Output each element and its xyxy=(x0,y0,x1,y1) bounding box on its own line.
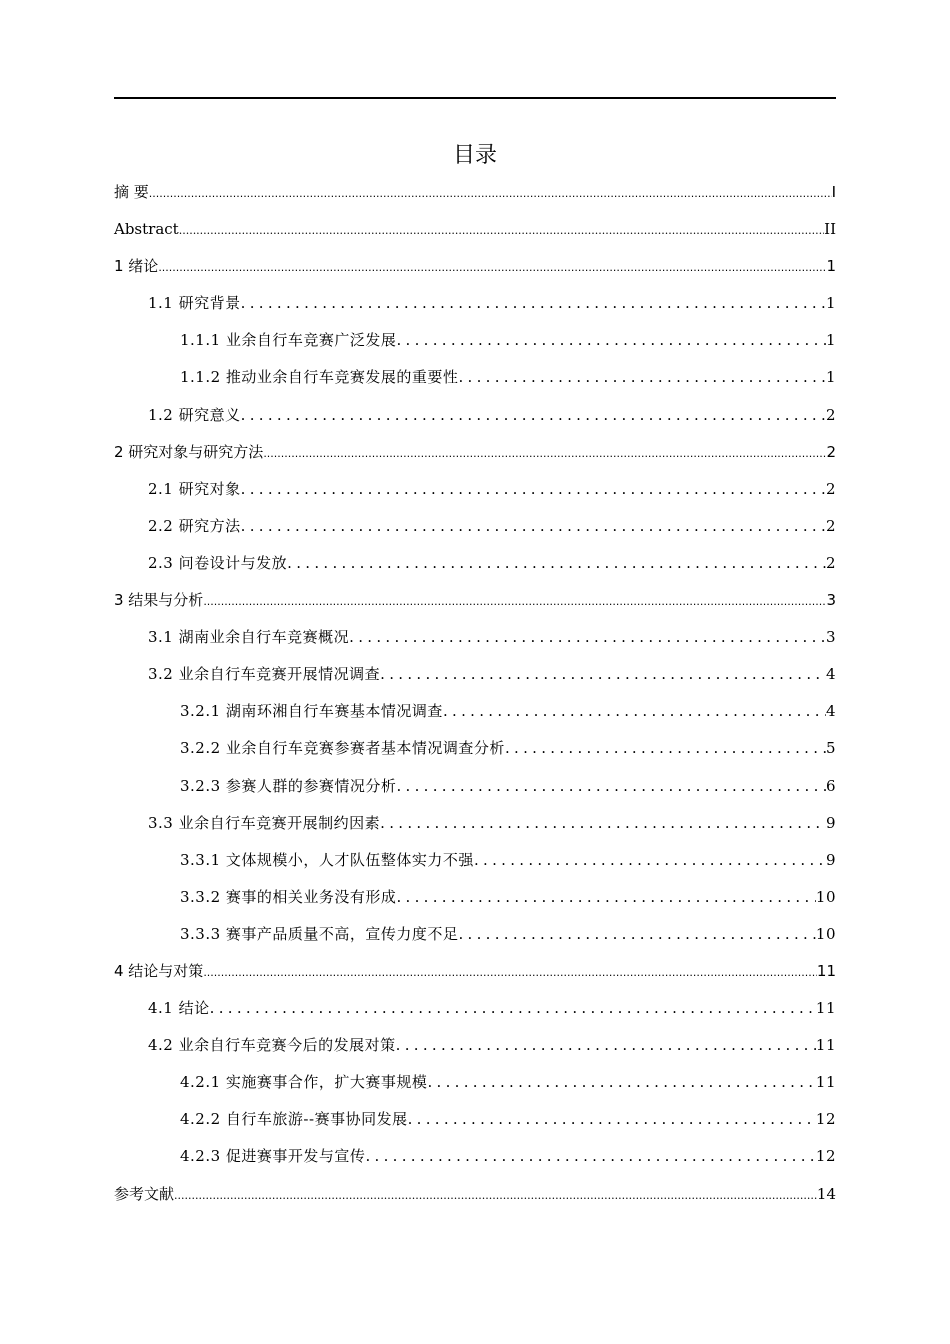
toc-entry-label: 摘 要 xyxy=(114,183,149,201)
toc-entry[interactable] xyxy=(114,1027,836,1064)
toc-entry[interactable] xyxy=(114,730,836,767)
toc-entry-label: 3.2.3 参赛人群的参赛情况分析 xyxy=(180,776,397,795)
toc-entry-page: 1 xyxy=(825,294,836,313)
toc-entry-page: 4 xyxy=(825,702,836,721)
toc-entry-label: 1.2 研究意义 xyxy=(148,405,241,424)
toc-entry-page: 10 xyxy=(815,924,836,943)
table-of-contents xyxy=(114,174,836,1213)
toc-leader-dots xyxy=(427,1064,815,1101)
toc-entry-page: 3 xyxy=(825,628,836,647)
header-rule xyxy=(114,97,836,99)
toc-entry[interactable] xyxy=(114,693,836,730)
toc-leader-dots xyxy=(380,805,826,842)
toc-entry-page: 1 xyxy=(825,368,836,387)
toc-entry[interactable] xyxy=(114,582,836,619)
toc-entry-page: 2 xyxy=(825,479,836,498)
toc-entry[interactable] xyxy=(114,916,836,953)
toc-entry[interactable] xyxy=(114,285,836,322)
toc-leader-dots xyxy=(241,397,826,434)
toc-entry-page: 2 xyxy=(826,442,836,461)
toc-entry-label: 4 结论与对策 xyxy=(114,961,204,980)
toc-leader-dots xyxy=(349,619,826,656)
toc-leader-dots xyxy=(241,508,826,545)
toc-leader-dots xyxy=(396,768,826,805)
toc-entry[interactable] xyxy=(114,805,836,842)
toc-leader-dots xyxy=(158,249,826,286)
toc-leader-dots xyxy=(408,1101,816,1138)
toc-entry-page: 3 xyxy=(826,591,836,610)
toc-entry-page: 11 xyxy=(816,961,836,980)
toc-leader-dots xyxy=(396,879,815,916)
toc-entry-label: 3.3.2 赛事的相关业务没有形成 xyxy=(180,887,397,906)
toc-entry-label: 1.1 研究背景 xyxy=(148,294,241,313)
toc-leader-dots xyxy=(287,545,826,582)
toc-leader-dots xyxy=(241,471,826,508)
toc-entry[interactable] xyxy=(114,508,836,545)
toc-entry-page: II xyxy=(824,220,836,239)
toc-entry[interactable] xyxy=(114,434,836,471)
toc-entry-page: 2 xyxy=(825,553,836,572)
toc-leader-dots xyxy=(380,656,826,693)
toc-entry-label: 4.2.1 实施赛事合作，扩大赛事规模 xyxy=(180,1073,428,1092)
toc-entry[interactable] xyxy=(114,842,836,879)
toc-entry[interactable] xyxy=(114,248,836,285)
toc-entry-label: 3.3 业余自行车竞赛开展制约因素 xyxy=(148,813,381,832)
toc-entry[interactable] xyxy=(114,322,836,359)
toc-entry[interactable] xyxy=(114,1064,836,1101)
toc-entry-page: I xyxy=(831,183,836,201)
toc-entry-page: 12 xyxy=(815,1110,836,1129)
toc-entry-page: 4 xyxy=(825,665,836,684)
toc-entry-page: 12 xyxy=(815,1147,836,1166)
toc-entry-label: 3 结果与分析 xyxy=(114,591,204,610)
toc-leader-dots xyxy=(443,693,826,730)
toc-leader-dots xyxy=(210,990,816,1027)
toc-entry-label: 1.1.2 推动业余自行车竞赛发展的重要性 xyxy=(180,368,459,387)
toc-entry-label: 2 研究对象与研究方法 xyxy=(114,442,264,461)
toc-entry-label: 4.2.2 自行车旅游--赛事协同发展 xyxy=(180,1110,408,1129)
toc-entry-label: 3.3.3 赛事产品质量不高，宣传力度不足 xyxy=(180,924,459,943)
toc-leader-dots xyxy=(474,842,826,879)
toc-entry-page: 11 xyxy=(815,1073,836,1092)
toc-entry[interactable] xyxy=(114,879,836,916)
toc-leader-dots xyxy=(203,583,826,620)
toc-entry-label: Abstract xyxy=(114,220,179,239)
toc-entry-label: 4.1 结论 xyxy=(148,999,210,1018)
toc-entry-page: 1 xyxy=(826,257,836,276)
toc-entry-label: 3.2.2 业余自行车竞赛参赛者基本情况调查分析 xyxy=(180,739,505,758)
toc-entry-page: 5 xyxy=(825,739,836,758)
toc-entry[interactable] xyxy=(114,545,836,582)
toc-entry[interactable] xyxy=(114,397,836,434)
toc-entry-page: 11 xyxy=(815,1036,836,1055)
toc-entry-page: 9 xyxy=(825,813,836,832)
toc-entry[interactable] xyxy=(114,990,836,1027)
toc-leader-dots xyxy=(458,359,826,396)
toc-entry[interactable] xyxy=(114,656,836,693)
toc-entry[interactable] xyxy=(114,768,836,805)
toc-entry[interactable] xyxy=(114,1101,836,1138)
toc-leader-dots xyxy=(458,916,815,953)
toc-entry-label: 4.2.3 促进赛事开发与宣传 xyxy=(180,1147,366,1166)
toc-leader-dots xyxy=(241,285,826,322)
toc-entry[interactable] xyxy=(114,1176,836,1213)
toc-entry-page: 10 xyxy=(815,887,836,906)
toc-entry-page: 14 xyxy=(816,1184,836,1203)
toc-leader-dots xyxy=(179,212,824,249)
toc-entry[interactable] xyxy=(114,1138,836,1175)
toc-leader-dots xyxy=(505,730,826,767)
toc-entry-label: 3.3.1 文体规模小，人才队伍整体实力不强 xyxy=(180,850,474,869)
toc-entry-label: 3.2 业余自行车竞赛开展情况调查 xyxy=(148,665,381,684)
toc-entry[interactable] xyxy=(114,471,836,508)
toc-entry-page: 6 xyxy=(825,776,836,795)
toc-entry[interactable] xyxy=(114,619,836,656)
toc-entry-label: 2.3 问卷设计与发放 xyxy=(148,553,288,572)
toc-leader-dots xyxy=(263,435,826,472)
toc-leader-dots xyxy=(396,322,826,359)
toc-entry-label: 3.1 湖南业余自行车竞赛概况 xyxy=(148,628,350,647)
toc-entry-label: 2.2 研究方法 xyxy=(148,516,241,535)
toc-entry[interactable] xyxy=(114,359,836,396)
toc-entry-label: 1.1.1 业余自行车竞赛广泛发展 xyxy=(180,331,397,350)
toc-entry-page: 2 xyxy=(825,516,836,535)
toc-entry-label: 参考文献 xyxy=(114,1184,175,1203)
toc-entry[interactable] xyxy=(114,174,836,211)
toc-leader-dots xyxy=(365,1138,815,1175)
toc-leader-dots xyxy=(203,954,817,991)
toc-entry-label: 4.2 业余自行车竞赛今后的发展对策 xyxy=(148,1036,396,1055)
toc-entry[interactable] xyxy=(114,211,836,248)
toc-leader-dots xyxy=(174,1177,817,1214)
toc-entry-label: 3.2.1 湖南环湘自行车赛基本情况调查 xyxy=(180,702,443,721)
toc-title: 目录 xyxy=(452,143,497,168)
toc-entry-page: 9 xyxy=(825,850,836,869)
toc-entry[interactable] xyxy=(114,953,836,990)
toc-leader-dots xyxy=(149,175,832,212)
toc-entry-page: 11 xyxy=(815,999,836,1018)
toc-entry-page: 2 xyxy=(825,405,836,424)
toc-entry-label: 2.1 研究对象 xyxy=(148,479,241,498)
toc-entry-page: 1 xyxy=(825,331,836,350)
toc-entry-label: 1 绪论 xyxy=(114,257,159,276)
toc-leader-dots xyxy=(396,1027,816,1064)
